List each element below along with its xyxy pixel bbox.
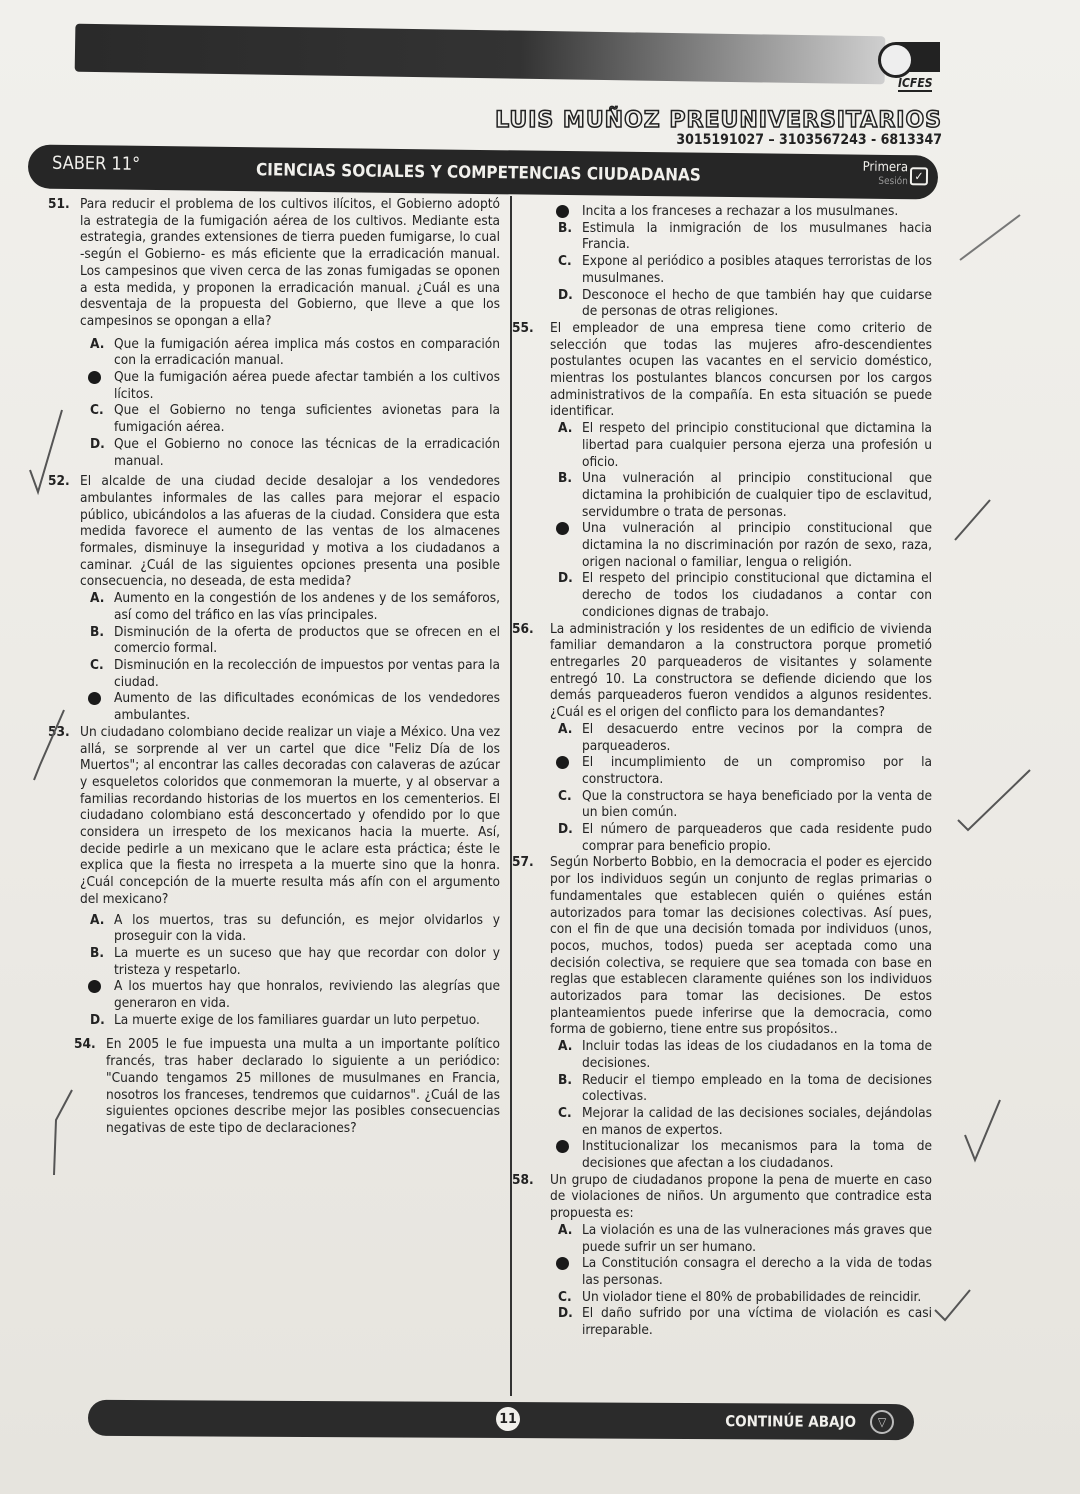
- option-letter: C.: [90, 402, 104, 419]
- phone-numbers: 3015191027 – 3103567243 - 6813347: [676, 132, 942, 148]
- question-stem: El empleador de una empresa tiene como criterio de selección que todas las mujeres afro-descendientes postulantes ocupen las vacantes en el servicio doméstico, mientras los postulantes blancos concursen por los cargos administrativos de la compañía. En esta situación se puede identificar.: [550, 319, 932, 420]
- option-letter: C.: [90, 656, 104, 673]
- session-line2: Sesión: [878, 175, 908, 188]
- session-line1: Primera: [862, 159, 909, 176]
- question-stem: Un ciudadano colombiano decide realizar un viaje a México. Una vez allá, se sorprende al ver un cartel que dice "Feliz Día de los Muertos"; al encontrar las calles decoradas con calaveras de azúcar y esqueletos coloridos que conmemoran la muerte, y al observar a familias recordando historias de los muertos en los cementerios. El ciudadano colombiano está desconcertado y ofendido por lo que considera un irrespeto de los mexicanos hacia la muerte. Así, decide pedirle a un mexicano que le aclare esta práctica; éste le explica que la fiesta no irrespeta a la muerte sino que la honra. ¿Cuál concepción de la muerte resulta más afín con el argumento del mexicano?: [80, 723, 500, 907]
- chevron-down-icon: ▽: [870, 1410, 894, 1434]
- option-text: Aumento en la congestión de los andenes y de los semáforos, así como del tráfico en las vías principales.: [114, 590, 500, 623]
- option-letter: C.: [558, 787, 572, 804]
- option-text: Que la fumigación aérea implica más costos en comparación con la erradicación manual.: [114, 335, 500, 369]
- option-text: Aumento de las dificultades económicas de los vendedores ambulantes.: [114, 690, 500, 724]
- option-letter: A.: [558, 420, 573, 437]
- option-text: Incita a los franceses a rechazar a los musulmanes.: [582, 203, 899, 219]
- option-text: La Constitución consagra el derecho a la vida de todas las personas.: [582, 1255, 932, 1288]
- subject-title: CIENCIAS SOCIALES Y COMPETENCIAS CIUDADANAS: [255, 160, 701, 186]
- option-text: La muerte exige de los familiares guardar un luto perpetuo.: [114, 1011, 480, 1028]
- option-letter: A.: [558, 1038, 573, 1055]
- option-text: A los muertos, tras su defunción, es mejor olvidarlos y proseguir con la vida.: [114, 911, 500, 945]
- option-text: La muerte es un suceso que hay que recordar con dolor y tristeza y respetarlo.: [114, 944, 500, 978]
- option-text: Una vulneración al principio constitucional que dictamina la prohibición de cualquier tipo de esclavitud, servidumbre o trata de personas.: [582, 470, 932, 520]
- question-number: 51.: [48, 196, 70, 212]
- option-text: Que el Gobierno no tenga suficientes avionetas para la fumigación aérea.: [114, 402, 500, 436]
- option-letter: D.: [558, 821, 573, 838]
- option-letter: A.: [558, 720, 573, 737]
- question-stem: En 2005 le fue impuesta una multa a un importante político francés, tras haber declarado lo siguiente a un periódico: "Cuando tengamos 25 millones de musulmanes en Francia, nosotros los franceses, tendremos que cuidarnos". ¿Cuál de las siguientes opciones describe mejor las posibles consecuencias negativas de este tipo de declaraciones?: [106, 1036, 500, 1136]
- option-letter: A.: [90, 590, 105, 607]
- question-stem: La administración y los residentes de un edificio de vivienda familiar demandaron a la constructora porque prometió entregarles 20 parqueaderos de visitantes y solamente entregó 10. La constructora se defiende diciendo que los demás parqueaderos fueron vendidos a algunos residentes. ¿Cuál es el origen del conflicto para los demandantes?: [550, 620, 932, 721]
- option-letter: B.: [558, 470, 572, 487]
- question-number: 57.: [512, 854, 534, 871]
- option-text: A los muertos hay que honralos, reviviendo las alegrías que generaron en vida.: [114, 978, 500, 1012]
- option-text: Mejorar la calidad de las decisiones sociales, dejándolas en manos de expertos.: [582, 1104, 932, 1138]
- option-letter: B.: [90, 623, 104, 640]
- option-text: Incluir todas las ideas de los ciudadanos en la toma de decisiones.: [582, 1038, 932, 1071]
- option-text: Desconoce el hecho de que también hay que cuidarse de personas de otras religiones.: [582, 286, 932, 320]
- option-letter: B.: [90, 944, 104, 961]
- option-text: Estimula la inmigración de los musulmanes hacia Francia.: [582, 219, 932, 253]
- option-letter: D.: [90, 1011, 105, 1028]
- option-text: Disminución de la oferta de productos que se ofrecen en el comercio formal.: [114, 623, 500, 657]
- option-text: El daño sufrido por una víctima de violación es casi irreparable.: [582, 1305, 932, 1339]
- option-letter: D.: [558, 1305, 573, 1322]
- option-text: El desacuerdo entre vecinos por la compra de parqueaderos.: [582, 720, 932, 754]
- question-number: 56.: [512, 620, 534, 637]
- question-number: 58.: [512, 1171, 534, 1188]
- logo-text: ICFES: [898, 76, 933, 90]
- continue-label: CONTINÚE ABAJO: [725, 1412, 857, 1431]
- option-letter: A.: [558, 1221, 573, 1238]
- option-text: Que la constructora se haya beneficiado por la venta de un bien común.: [582, 787, 932, 821]
- option-letter: C.: [558, 1104, 572, 1121]
- question-number: 54.: [74, 1036, 96, 1053]
- option-letter: C.: [558, 1288, 572, 1305]
- option-text: El respeto del principio constitucional que dictamina la libertad para cualquier persona ejerza una profesión u oficio.: [582, 420, 932, 470]
- option-text: El incumplimiento de un compromiso por la constructora.: [582, 754, 932, 787]
- question-number: 52.: [48, 473, 70, 490]
- option-text: Institucionalizar los mecanismos para la toma de decisiones que afectan a los ciudadanos.: [582, 1138, 932, 1172]
- option-letter: D.: [558, 570, 573, 587]
- option-text: Que el Gobierno no conoce las técnicas de la erradicación manual.: [114, 435, 500, 469]
- option-text: Una vulneración al principio constitucional que dictamina la no discriminación por razón de sexo, raza, origen nacional o familiar, lengua o religión.: [582, 520, 932, 570]
- exam-name: SABER 11°: [51, 152, 141, 175]
- option-letter: B.: [558, 219, 572, 236]
- option-text: Expone al periódico a posibles ataques terroristas de los musulmanes.: [582, 253, 932, 286]
- question-stem: Un grupo de ciudadanos propone la pena de muerte en caso de violaciones de niños. Un argumento que contradice esta propuesta es:: [550, 1171, 932, 1222]
- question-number: 53.: [48, 723, 70, 740]
- question-stem: Para reducir el problema de los cultivos ilícitos, el Gobierno adoptó la estrategia de la fumigación aérea de los cultivos. Mediante esta estrategia, grandes extensiones de tierra pueden fumigarse, lo cual -según el Gobierno- es más eficiente que la erradicación manual. Los campesinos que viven cerca de las zonas fumigadas se oponen a esta medida, y proponen la erradicación manual. ¿Cuál es una desventaja de la propuesta del Gobierno, que lleve a que los campesinos se opongan a ella?: [80, 196, 500, 329]
- option-letter: D.: [90, 435, 105, 452]
- option-letter: A.: [90, 911, 105, 928]
- option-text: El número de parqueaderos que cada residente pudo comprar para beneficio propio.: [582, 821, 932, 854]
- option-text: Que la fumigación aérea puede afectar también a los cultivos lícitos.: [114, 369, 500, 402]
- brand-name: LUIS MUÑOZ PREUNIVERSITARIOS: [495, 108, 942, 133]
- option-letter: B.: [558, 1071, 572, 1088]
- question-stem: El alcalde de una ciudad decide desalojar a los vendedores ambulantes informales de las calles para mejorar el espacio público, ubicándolos a las afueras de la ciudad. Considera que esta medida favorece el aumento de las ventas de los almacenes formales, disminuye la inseguridad y motiva a los ciudadanos a caminar. ¿Cuál de las siguientes opciones presenta una posible consecuencia, no deseada, de esta medida?: [80, 473, 500, 590]
- option-letter: D.: [558, 286, 573, 303]
- option-letter: A.: [90, 335, 105, 352]
- option-text: Un violador tiene el 80% de probabilidades de reincidir.: [582, 1288, 922, 1305]
- question-stem: Según Norberto Bobbio, en la democracia el poder es ejercido por los individuos según un conjunto de reglas primarias o fundamentales que establecen quién o quiénes están autorizados para tomar las decisiones colectivas. Así pues, con el fin de que una decisión tomada por individuos (unos, pocos, muchos, todos) pueda ser aceptada como una decisión colectiva, se requiere que sea tomada con base en reglas que establecen claramente quiénes son los individuos autorizados para tomar las decisiones. De estos planteamientos puede inferirse que la democracia, como forma de gobierno, tiene entre sus propósitos..: [550, 854, 932, 1038]
- option-letter: C.: [558, 253, 572, 270]
- question-number: 55.: [512, 319, 534, 336]
- option-text: Disminución en la recolección de impuestos por ventas para la ciudad.: [114, 656, 500, 690]
- option-text: La violación es una de las vulneraciones más graves que puede sufrir un ser humano.: [582, 1221, 932, 1255]
- option-text: Reducir el tiempo empleado en la toma de decisiones colectivas.: [582, 1071, 932, 1105]
- checkbox-icon: ✓: [910, 167, 928, 185]
- page-footer: [88, 1400, 914, 1440]
- option-text: El respeto del principio constitucional que dictamina el derecho de todos los ciudadanos a contar con condiciones dignas de trabajo.: [582, 570, 932, 620]
- page-number: 11: [496, 1407, 520, 1431]
